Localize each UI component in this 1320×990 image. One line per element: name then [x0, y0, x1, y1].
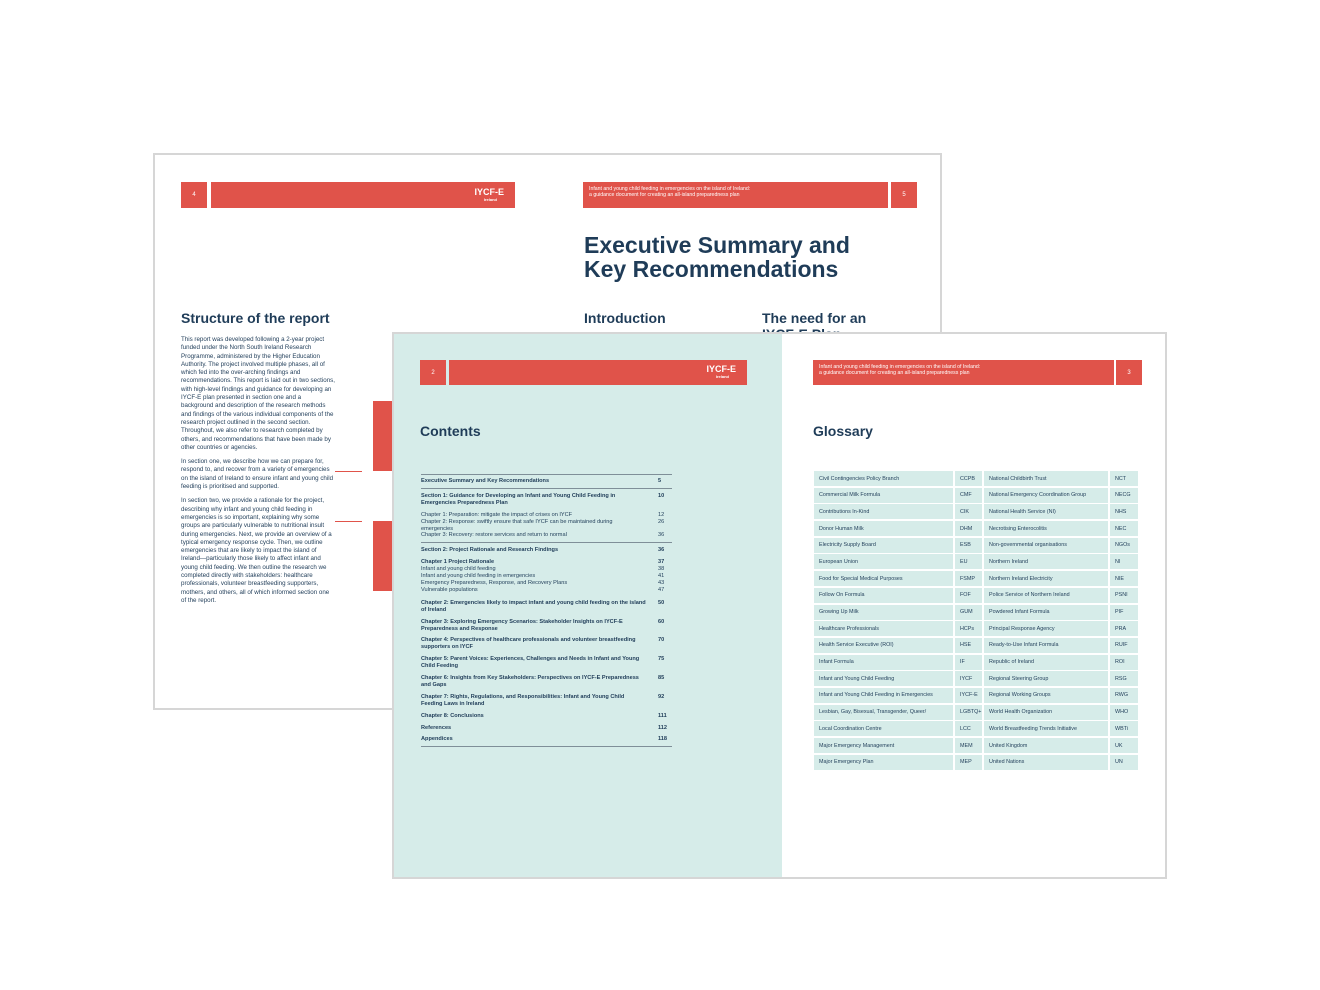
toc-item[interactable]: [421, 519, 672, 533]
glossary-term: Police Service of Northern Ireland: [984, 588, 1108, 603]
glossary-term: National Health Service (NI): [984, 504, 1108, 519]
side-tab: [373, 401, 393, 471]
glossary-term: United Kingdom: [984, 738, 1108, 753]
glossary-abbreviation: ROI: [1110, 655, 1138, 670]
divider: [335, 471, 362, 472]
glossary-abbreviation: RUIF: [1110, 638, 1138, 653]
glossary-abbreviation: PSNI: [1110, 588, 1138, 603]
toc-separator: [421, 542, 672, 543]
toc-item-page: 26: [658, 518, 665, 525]
toc-item-title: Section 1: Guidance for Developing an Infant and Young Child Feeding in Emergencies Preparedness Plan: [421, 492, 616, 506]
glossary-table: [814, 471, 1142, 771]
glossary-term: Electricity Supply Board: [814, 538, 953, 553]
toc-item-page: 36: [658, 532, 665, 539]
toc-item-title: Infant and young child feeding in emergencies: [421, 573, 536, 580]
toc-item-page: 37: [658, 559, 665, 566]
toc-item-title: Chapter 4: Perspectives of healthcare professionals and volunteer breastfeeding supporters on IYCF: [421, 637, 636, 651]
glossary-term: Lesbian, Gay, Bisexual, Transgender, Queer/: [814, 705, 953, 720]
glossary-term: Food for Special Medical Purposes: [814, 571, 953, 586]
glossary-term: National Emergency Coordination Group: [984, 488, 1108, 503]
toc-item-title: Chapter 6: Insights from Key Stakeholders: Perspectives on IYCF-E Preparedness and Gaps: [421, 675, 639, 688]
glossary-abbreviation: IF: [955, 655, 982, 670]
logo-main: IYCF-E: [706, 364, 736, 374]
divider: [335, 521, 362, 522]
glossary-row: [814, 721, 1142, 736]
running-header: [813, 360, 1114, 376]
toc-item[interactable]: [421, 493, 672, 507]
glossary-row: [814, 571, 1142, 586]
glossary-term: European Union: [814, 554, 953, 569]
toc-item-title: Section 2: Project Rationale and Research Findings: [421, 547, 559, 554]
glossary-abbreviation: CMF: [955, 488, 982, 503]
glossary-term: Infant and Young Child Feeding: [814, 671, 953, 686]
toc-separator: [421, 474, 672, 475]
toc-item[interactable]: [421, 675, 672, 689]
glossary-abbreviation: CCPB: [955, 471, 982, 486]
glossary-abbreviation: MEM: [955, 738, 982, 753]
toc-item-page: 12: [658, 511, 665, 518]
paragraph: In section two, we provide a rationale for the project, describing why infant and young child feeding in emergencies is so important, explaining why some groups are particularly vulnerable to nutritional insult during emergencies. Next, we provide an overview of a typical emergency response cycle. Then, we outline emergencies that are likely to impact the island of Ireland—particularly those likely to affect infant and young child feeding. We then outline the research we completed directly with stakeholders: healthcare professionals, volunteer breastfeeding supporters, mothers, and others, all of which informed section one of the report.: [181, 497, 332, 604]
glossary-term: National Childbirth Trust: [984, 471, 1108, 486]
logo-main: IYCF-E: [474, 187, 504, 197]
glossary-row: [814, 688, 1142, 703]
logo-sub: Ireland: [715, 374, 729, 379]
glossary-row: [814, 605, 1142, 620]
toc-item[interactable]: [421, 512, 672, 519]
toc-item-page: 60: [658, 618, 665, 625]
glossary-term: Local Coordination Centre: [814, 721, 953, 736]
glossary-term: Major Emergency Plan: [814, 755, 953, 770]
glossary-abbreviation: UK: [1110, 738, 1138, 753]
page-number-box: [1116, 360, 1142, 385]
iycfe-logo: [474, 188, 504, 202]
glossary-abbreviation: IYCF-E: [955, 688, 982, 703]
glossary-term: Contributions In-Kind: [814, 504, 953, 519]
glossary-abbreviation: NHS: [1110, 504, 1138, 519]
title-line: Executive Summary and: [584, 232, 850, 258]
toc-item-page: 36: [658, 547, 665, 554]
contents-title: Contents: [420, 423, 481, 439]
logo-sub: Ireland: [483, 197, 497, 202]
toc-item-title: Appendices: [421, 736, 453, 743]
glossary-abbreviation: WHO: [1110, 705, 1138, 720]
glossary-abbreviation: HCPs: [955, 621, 982, 636]
toc-item-title: References: [421, 724, 452, 731]
toc-item-title: Executive Summary and Key Recommendations: [421, 478, 550, 484]
page-number: 4: [192, 192, 196, 198]
glossary-abbreviation: GUM: [955, 605, 982, 620]
toc-item-page: 118: [658, 736, 668, 743]
toc-item[interactable]: [421, 656, 672, 670]
title-line: Key Recommendations: [584, 256, 839, 282]
toc-item-title: Infant and young child feeding: [421, 566, 496, 573]
toc-item-page: 92: [658, 693, 665, 700]
toc-item[interactable]: [421, 580, 672, 587]
glossary-abbreviation: UN: [1110, 755, 1138, 770]
glossary-term: Commercial Milk Formula: [814, 488, 953, 503]
glossary-term: Regional Working Groups: [984, 688, 1108, 703]
glossary-row: [814, 621, 1142, 636]
page-number-box: [181, 182, 207, 208]
toc-item-page: 111: [658, 712, 667, 719]
intro-heading: Introduction: [584, 310, 666, 326]
toc-item-page: 38: [658, 566, 665, 573]
glossary-row: [814, 471, 1142, 486]
toc-item-title: Chapter 5: Parent Voices: Experiences, Challenges and Needs in Infant and Young Child Feeding: [421, 656, 640, 670]
glossary-term: Northern Ireland: [984, 554, 1108, 569]
page-number: 5: [902, 192, 906, 198]
glossary-abbreviation: IYCF: [955, 671, 982, 686]
glossary-abbreviation: NEC: [1110, 521, 1138, 536]
header-line: a guidance document for creating an all-island preparedness plan: [589, 192, 740, 199]
glossary-title: Glossary: [813, 423, 873, 439]
toc-item-page: 75: [658, 656, 665, 663]
section-title: Structure of the report: [181, 310, 330, 326]
toc-item-page: 41: [658, 573, 665, 580]
toc-item-title: Chapter 1 Project Rationale: [421, 559, 495, 566]
glossary-term: Follow On Formula: [814, 588, 953, 603]
toc-item-page: 50: [658, 599, 665, 606]
glossary-term: Non-governmental organisations: [984, 538, 1108, 553]
paragraph: In section one, we describe how we can prepare for, respond to, and recover from a variety of emergencies on the island of Ireland to ensure infant and young child feeding is prioritised and supported.: [181, 458, 334, 491]
toc-item-page: 112: [658, 724, 668, 731]
iycfe-logo: [706, 365, 736, 379]
glossary-term: Northern Ireland Electricity: [984, 571, 1108, 586]
glossary-term: Principal Response Agency: [984, 621, 1108, 636]
toc-item[interactable]: [421, 478, 672, 485]
page-number-box: [420, 360, 446, 385]
toc-separator: [421, 746, 672, 747]
toc-item[interactable]: [421, 532, 672, 539]
glossary-abbreviation: HSE: [955, 638, 982, 653]
toc-item-page: 43: [658, 579, 665, 586]
toc-item-title: Chapter 1: Preparation: mitigate the impact of crises on IYCF: [421, 511, 573, 518]
glossary-term: World Health Organization: [984, 705, 1108, 720]
toc-item-title: Vulnerable populations: [421, 586, 478, 593]
toc-item-title: Chapter 3: Exploring Emergency Scenarios: Stakeholder Insights on IYCF-E Preparedness and Response: [421, 618, 623, 632]
header-bar: [583, 182, 888, 208]
toc-item-page: 70: [658, 637, 665, 644]
toc-item-title: Chapter 2: Response: swiftly ensure that safe IYCF can be maintained during emergencies: [421, 518, 613, 532]
heading-line: The need for an: [762, 310, 867, 326]
glossary-term: Infant and Young Child Feeding in Emergencies: [814, 688, 953, 703]
toc-item-title: Chapter 2: Emergencies likely to impact infant and young child feeding on the island of Ireland: [421, 599, 646, 613]
glossary-abbreviation: NECG: [1110, 488, 1138, 503]
glossary-row: [814, 671, 1142, 686]
toc-item-page: 10: [658, 492, 665, 499]
glossary-abbreviation: NGOs: [1110, 538, 1138, 553]
glossary-term: World Breastfeeding Trends Initiative: [984, 721, 1108, 736]
toc-item[interactable]: [421, 637, 672, 651]
side-tab: [373, 521, 393, 591]
glossary-row: [814, 488, 1142, 503]
glossary-abbreviation: MEP: [955, 755, 982, 770]
page-title: [584, 233, 904, 281]
toc-item-title: Chapter 8: Conclusions: [421, 712, 484, 719]
paragraph: This report was developed following a 2-year project funded under the North South Ireland Research Programme, administered by the Higher Education Authority. The project involved multiple phases, all of which fed into the over-arching findings and recommendations. This report is laid out in two sections, with high-level findings and guidance for developing an IYCF-E plan presented in section one and a background and description of the research methods and findings of the various individual components of the research project outlined in the second section. Throughout, we also refer to research completed by others, and recommendations that have been made by other countries or agencies.: [181, 336, 335, 451]
glossary-abbreviation: LCC: [955, 721, 982, 736]
toc-item[interactable]: [421, 566, 672, 573]
glossary-term: Infant Formula: [814, 655, 953, 670]
glossary-term: Necrotising Enterocolitis: [984, 521, 1108, 536]
toc-item-page: 5: [658, 478, 662, 484]
header-line: Infant and young child feeding in emergencies on the island of Ireland:: [819, 364, 981, 370]
toc-item-title: Chapter 3: Recovery: restore services and return to normal: [421, 532, 567, 539]
toc-item[interactable]: [421, 725, 672, 732]
header-line: Infant and young child feeding in emergencies on the island of Ireland:: [589, 186, 751, 192]
glossary-abbreviation: RWG: [1110, 688, 1138, 703]
header-line: a guidance document for creating an all-island preparedness plan: [819, 370, 970, 377]
glossary-term: Republic of Ireland: [984, 655, 1108, 670]
glossary-abbreviation: WBTi: [1110, 721, 1138, 736]
glossary-abbreviation: EU: [955, 554, 982, 569]
glossary-row: [814, 504, 1142, 519]
front-spread: [392, 332, 1167, 879]
glossary-abbreviation: PIF: [1110, 605, 1138, 620]
glossary-term: Major Emergency Management: [814, 738, 953, 753]
glossary-abbreviation: PRA: [1110, 621, 1138, 636]
toc-item-page: 47: [658, 586, 665, 593]
glossary-abbreviation: CIK: [955, 504, 982, 519]
glossary-abbreviation: RSG: [1110, 671, 1138, 686]
header-bar: [449, 360, 747, 385]
header-bar: [211, 182, 515, 208]
page-number-box: [891, 182, 917, 208]
glossary-row: [814, 538, 1142, 553]
toc-item[interactable]: [421, 713, 672, 720]
glossary-term: Healthcare Professionals: [814, 621, 953, 636]
glossary-row: [814, 755, 1142, 770]
table-of-contents: [421, 474, 672, 747]
page-number: 2: [431, 369, 435, 376]
toc-separator: [421, 488, 672, 489]
toc-item-page: 85: [658, 675, 665, 682]
glossary-abbreviation: NI: [1110, 554, 1138, 569]
toc-item[interactable]: [421, 600, 672, 614]
page-number: 3: [1127, 369, 1131, 376]
glossary-term: Ready-to-Use Infant Formula: [984, 638, 1108, 653]
glossary-term: United Nations: [984, 755, 1108, 770]
running-header: [583, 182, 888, 198]
glossary-term: Growing Up Milk: [814, 605, 953, 620]
toc-item[interactable]: [421, 559, 672, 566]
toc-item[interactable]: [421, 547, 672, 554]
glossary-abbreviation: NIE: [1110, 571, 1138, 586]
glossary-row: [814, 638, 1142, 653]
toc-item[interactable]: [421, 736, 672, 743]
glossary-row: [814, 655, 1142, 670]
glossary-abbreviation: FSMP: [955, 571, 982, 586]
toc-item[interactable]: [421, 619, 672, 633]
glossary-term: Health Service Executive (ROI): [814, 638, 953, 653]
glossary-abbreviation: FOF: [955, 588, 982, 603]
toc-item[interactable]: [421, 573, 672, 580]
glossary-row: [814, 588, 1142, 603]
glossary-row: [814, 705, 1142, 720]
glossary-abbreviation: DHM: [955, 521, 982, 536]
glossary-term: Civil Contingencies Policy Branch: [814, 471, 953, 486]
glossary-row: [814, 554, 1142, 569]
glossary-abbreviation: NCT: [1110, 471, 1138, 486]
glossary-abbreviation: ESB: [955, 538, 982, 553]
toc-item-title: Emergency Preparedness, Response, and Recovery Plans: [421, 579, 568, 586]
glossary-row: [814, 521, 1142, 536]
toc-item-title: Chapter 7: Rights, Regulations, and Responsibilities: Infant and Young Child Feeding Laws in Ireland: [421, 693, 625, 707]
glossary-term: Donor Human Milk: [814, 521, 953, 536]
glossary-row: [814, 738, 1142, 753]
toc-item[interactable]: [421, 694, 672, 708]
toc-item[interactable]: [421, 587, 672, 594]
header-bar: [813, 360, 1114, 385]
glossary-term: Regional Steering Group: [984, 671, 1108, 686]
body-text: [181, 336, 335, 611]
glossary-abbreviation: LGBTQ+: [955, 705, 982, 720]
glossary-term: Powdered Infant Formula: [984, 605, 1108, 620]
